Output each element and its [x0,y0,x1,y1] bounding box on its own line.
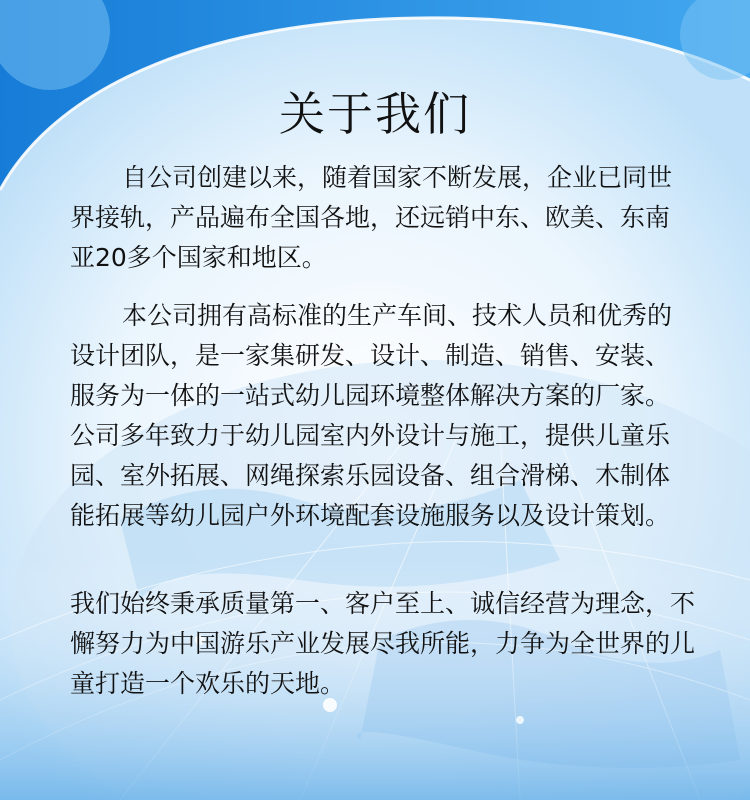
mission-paragraph: 我们始终秉承质量第一、客户至上、诚信经营为理念，不懈努力为中国游乐产业发展尽我所能，力争为全世界的儿童打造一个欢乐的天地。 [70,589,696,698]
intro-paragraph: 自公司创建以来，随着国家不断发展，企业已同世界接轨，产品遍布全国各地，还远销中东、欧美、东南亚20多个国家和地区。 [70,163,673,272]
page-title: 关于我们 [279,87,471,141]
company-paragraph: 本公司拥有高标准的生产车间、技术人员和优秀的设计团队，是一家集研发、设计、制造、销售、安装、服务为一体的一站式幼儿园环境整体解决方案的厂家。公司多年致力于幼儿园室内外设计与施工，提供儿童乐园、室外拓展、网绳探索乐园设备、组合滑梯、木制体能拓展等幼儿园户外环境配套设施服务以及设计策划。 [70,301,673,530]
